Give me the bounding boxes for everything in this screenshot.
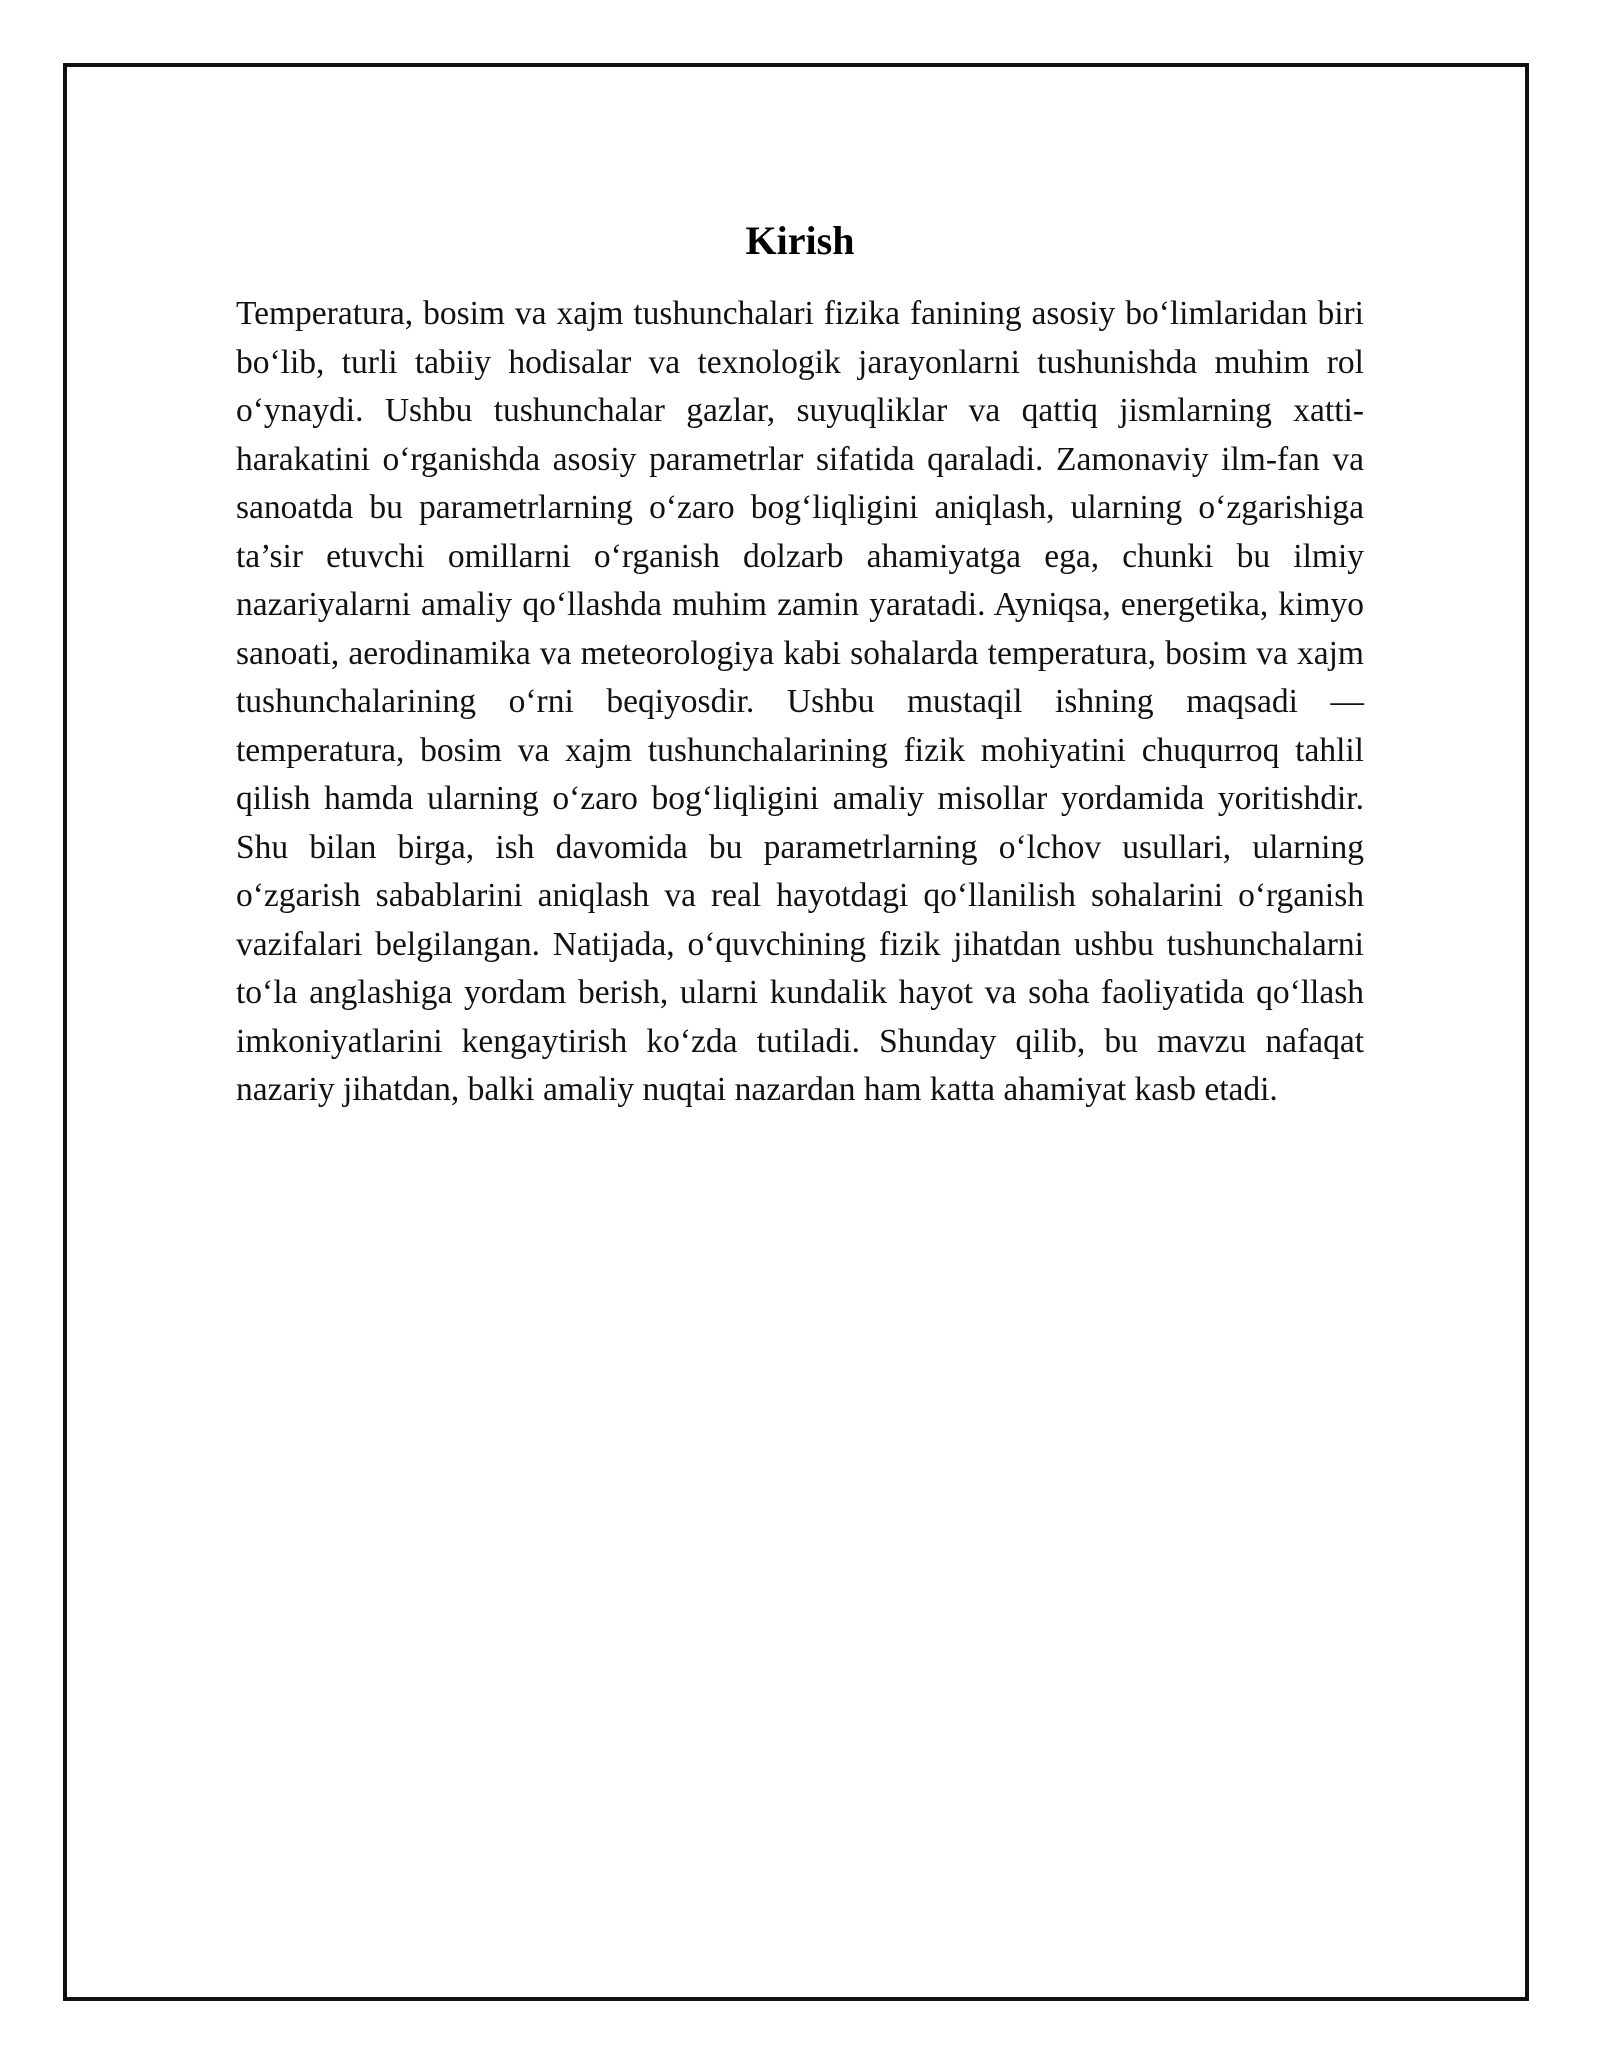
page-title: Kirish xyxy=(745,217,855,263)
body-paragraph: Temperatura, bosim va xajm tushunchalari fizika fanining asosiy bo‘limlaridan biri bo‘lib, turli tabiiy hodisalar va texnologik jarayonlarni tushunishda muhim rol o‘ynaydi. Ushbu tushunchalar gazlar, suyuqliklar va qattiq jismlarning xatti-harakatini o‘rganishda asosiy parametrlar sifatida qaraladi. Zamonaviy ilm-fan va sanoatda bu parametrlarning o‘zaro bog‘liqligini aniqlash, ularning o‘zgarishiga ta’sir etuvchi omillarni o‘rganish dolzarb ahamiyatga ega, chunki bu ilmiy nazariyalarni amaliy qo‘llashda muhim zamin yaratadi. Ayniqsa, energetika, kimyo sanoati, aerodinamika va meteorologiya kabi sohalarda temperatura, bosim va xajm tushunchalarining o‘rni beqiyosdir. Ushbu mustaqil ishning maqsadi — temperatura, bosim va xajm tushunchalarining fizik mohiyatini chuqurroq tahlil qilish hamda ularning o‘zaro bog‘liqligini amaliy misollar yordamida yoritishdir. Shu bilan birga, ish davomida bu parametrlarning o‘lchov usullari, ularning o‘zgarish sabablarini aniqlash va real hayotdagi qo‘llanilish sohalarini o‘rganish vazifalari belgilangan. Natijada, o‘quvchining fizik jihatdan ushbu tushunchalarni to‘la anglashiga yordam berish, ularni kundalik hayot va soha faoliyatida qo‘llash imkoniyatlarini kengaytirish ko‘zda tutiladi. Shunday qilib, bu mavzu nafaqat nazariy jihatdan, balki amaliy nuqtai nazardan ham katta ahamiyat kasb etadi. xyxy=(236,295,1364,1108)
